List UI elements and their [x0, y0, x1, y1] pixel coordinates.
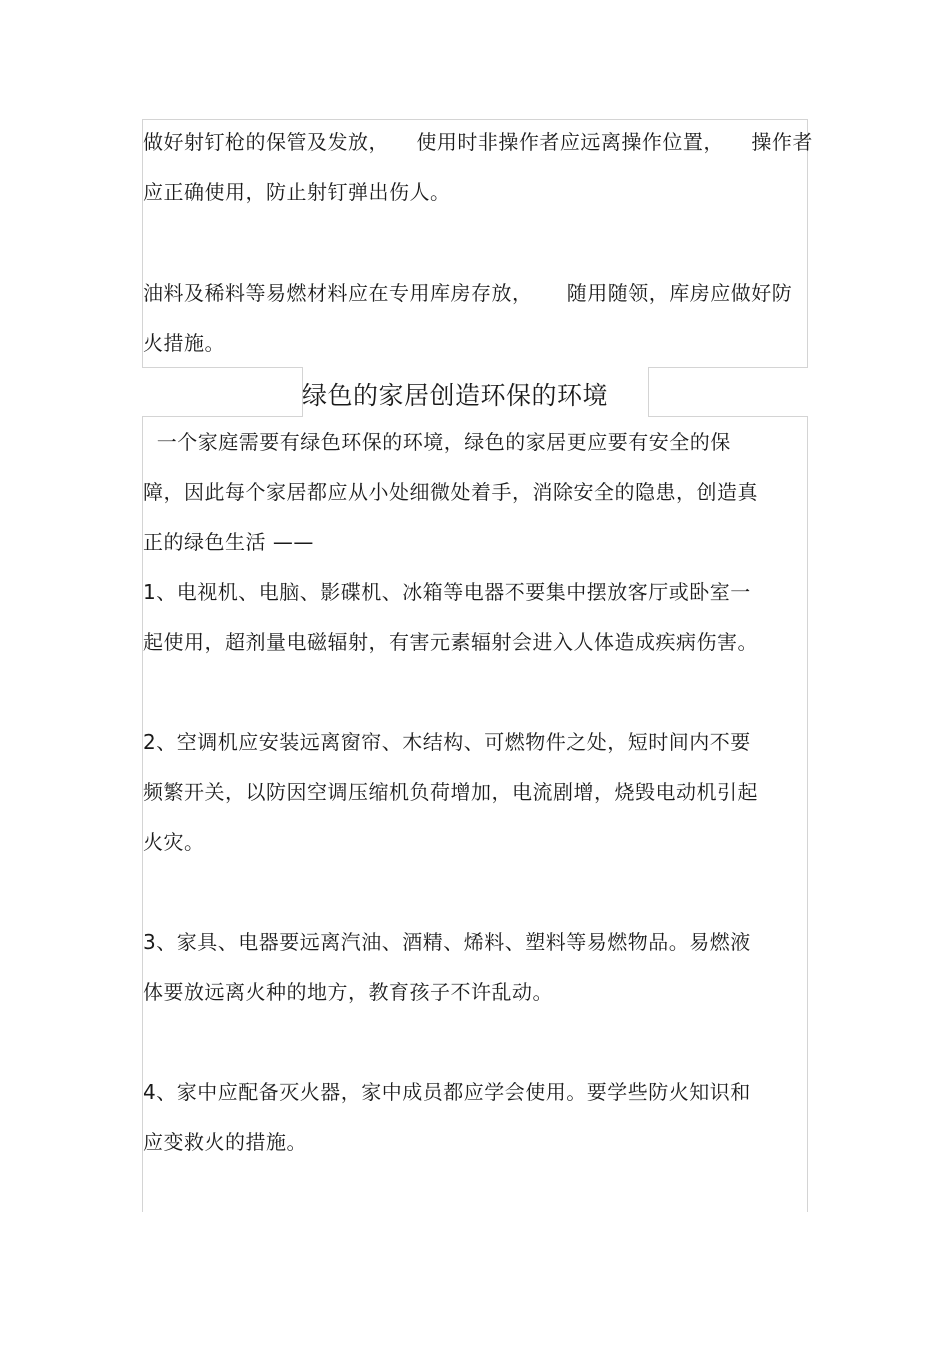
frame-right-line-upper [807, 119, 808, 367]
item-1-line-1: 1、电视机、电脑、影碟机、冰箱等电器不要集中摆放客厅或卧室一 [143, 580, 751, 604]
frame-right-line-lower [807, 416, 808, 1212]
frame-left-line-upper [142, 119, 143, 367]
item-3-line-1: 3、家具、电器要远离汽油、酒精、烯料、塑料等易燃物品。易燃液 [143, 930, 751, 954]
item-2-line-2: 频繁开关，以防因空调压缩机负荷增加，电流剧增，烧毁电动机引起 [143, 780, 758, 804]
section-title: 绿色的家居创造环保的环境 [302, 381, 609, 410]
upper-cell-line-1: 做好射钉枪的保管及发放， 使用时非操作者应远离操作位置， 操作者 [143, 130, 813, 154]
intro-line-2: 障，因此每个家居都应从小处细微处着手，消除安全的隐患，创造真 [143, 480, 758, 504]
intro-line-1: 一个家庭需要有绿色环保的环境，绿色的家居更应要有安全的保 [143, 430, 731, 454]
item-4-line-2: 应变救火的措施。 [143, 1130, 307, 1154]
title-box-right-line [648, 367, 649, 417]
upper-cell-line-2: 应正确使用，防止射钉弹出伤人。 [143, 180, 451, 204]
item-2-line-1: 2、空调机应安装远离窗帘、木结构、可燃物件之处，短时间内不要 [143, 730, 751, 754]
item-1-line-2: 起使用，超剂量电磁辐射，有害元素辐射会进入人体造成疾病伤害。 [143, 630, 758, 654]
upper-cell-line-3: 油料及稀料等易燃材料应在专用库房存放， 随用随领，库房应做好防 [143, 281, 793, 305]
frame-lower-top-left [142, 416, 302, 417]
item-2-line-3: 火灾。 [143, 830, 205, 854]
frame-mid-line-right [648, 367, 808, 368]
upper-cell-line-4: 火措施。 [143, 331, 225, 355]
frame-lower-top-right [648, 416, 808, 417]
item-4-line-1: 4、家中应配备灭火器，家中成员都应学会使用。要学些防火知识和 [143, 1080, 751, 1104]
frame-mid-line-left [142, 367, 302, 368]
intro-line-3: 正的绿色生活 —— [143, 530, 314, 554]
frame-top-line [142, 119, 808, 120]
item-3-line-2: 体要放远离火种的地方，教育孩子不许乱动。 [143, 980, 553, 1004]
